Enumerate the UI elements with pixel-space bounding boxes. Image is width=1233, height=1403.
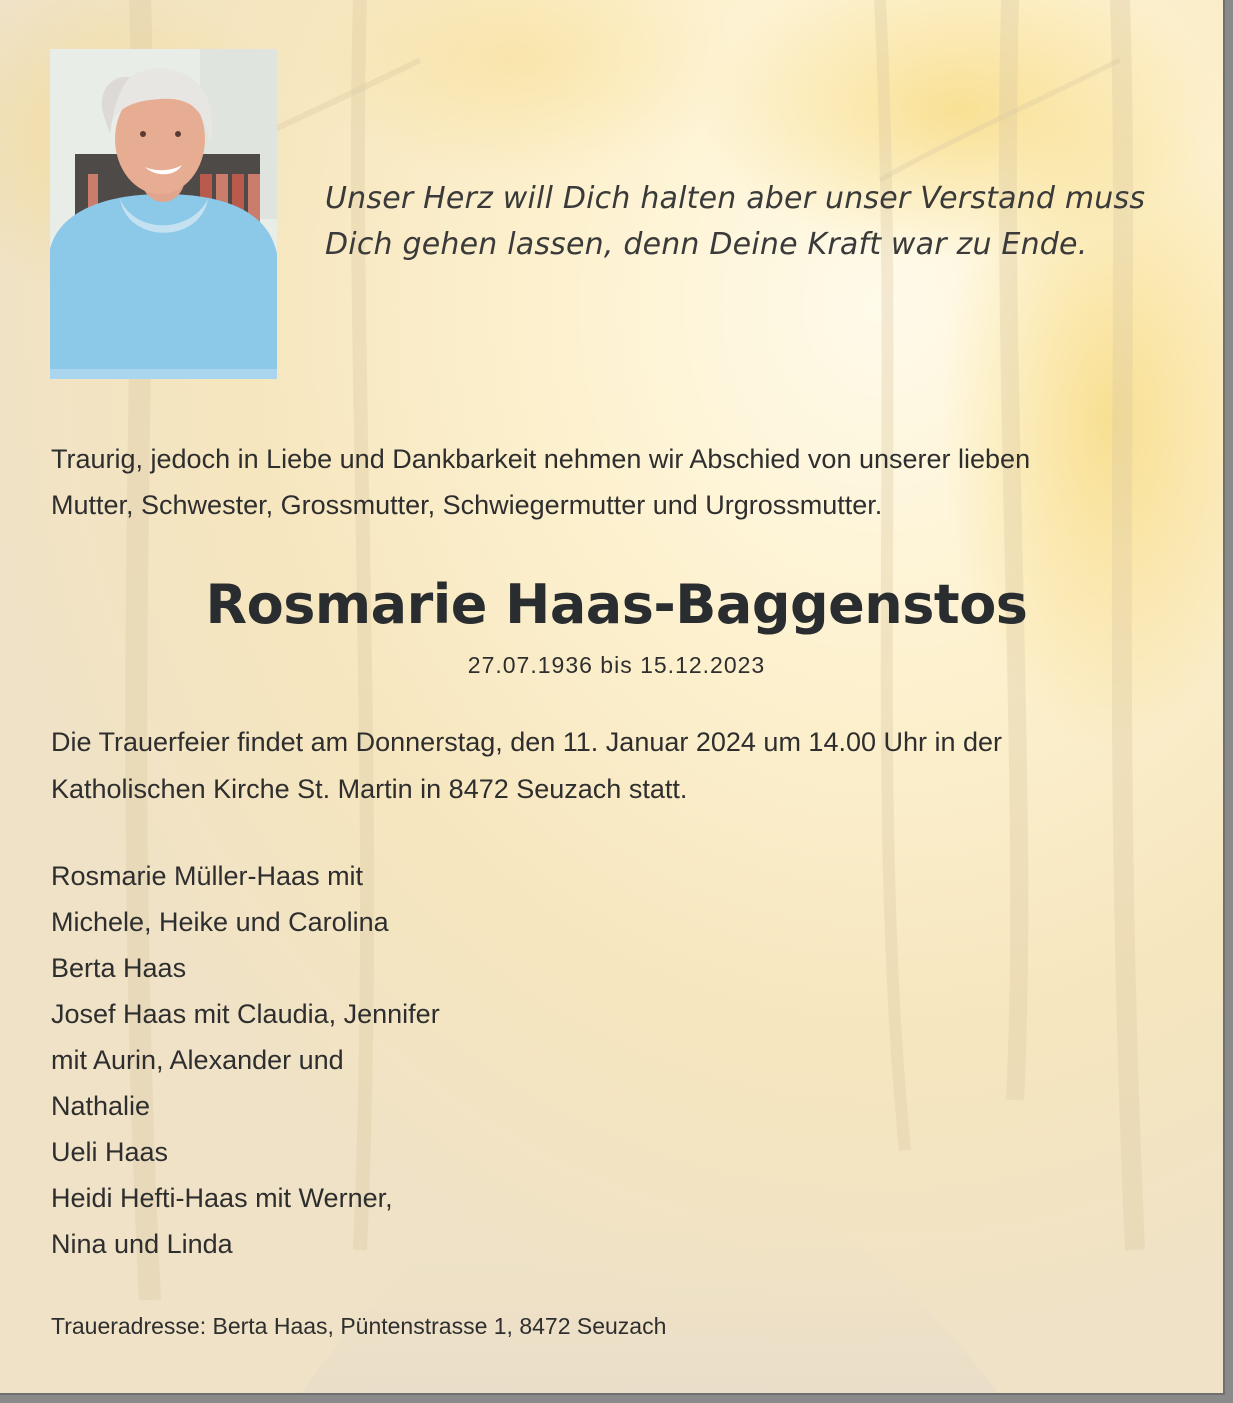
portrait-illustration bbox=[50, 49, 277, 379]
quote-line-1: Unser Herz will Dich halten aber unser Verstand muss bbox=[325, 181, 1146, 216]
farewell-line-2: Mutter, Schwester, Grossmutter, Schwiegermutter und Urgrossmutter. bbox=[51, 490, 883, 520]
mourner-line: Ueli Haas bbox=[51, 1137, 169, 1167]
farewell-text bbox=[51, 436, 1171, 528]
ceremony-details bbox=[51, 719, 1171, 813]
mourning-address: Traueradresse: Berta Haas, Püntenstrasse 1, 8472 Seuzach bbox=[51, 1313, 667, 1339]
farewell-line-1: Traurig, jedoch in Liebe und Dankbarkeit nehmen wir Abschied von unserer lieben bbox=[51, 444, 1031, 474]
mourner-line: Nina und Linda bbox=[51, 1229, 233, 1259]
memorial-quote bbox=[325, 176, 1205, 268]
quote-line-2: Dich gehen lassen, denn Deine Kraft war zu Ende. bbox=[325, 227, 1088, 262]
mourner-line: Heidi Hefti-Haas mit Werner, bbox=[51, 1183, 393, 1213]
portrait-photo bbox=[50, 49, 277, 379]
life-dates: 27.07.1936 bis 15.12.2023 bbox=[467, 652, 766, 678]
ceremony-line-2: Katholischen Kirche St. Martin in 8472 Seuzach statt. bbox=[51, 774, 688, 804]
mourners-list bbox=[51, 853, 611, 1267]
mourner-line: mit Aurin, Alexander und bbox=[51, 1045, 344, 1075]
mourner-line: Nathalie bbox=[51, 1091, 151, 1121]
mourner-line: Josef Haas mit Claudia, Jennifer bbox=[51, 999, 440, 1029]
mourner-line: Rosmarie Müller-Haas mit bbox=[51, 861, 364, 891]
mourner-line: Berta Haas bbox=[51, 953, 187, 983]
deceased-name: Rosmarie Haas-Baggenstos bbox=[205, 573, 1028, 636]
mourner-line: Michele, Heike und Carolina bbox=[51, 907, 389, 937]
ceremony-line-1: Die Trauerfeier findet am Donnerstag, den 11. Januar 2024 um 14.00 Uhr in der bbox=[51, 727, 1003, 757]
